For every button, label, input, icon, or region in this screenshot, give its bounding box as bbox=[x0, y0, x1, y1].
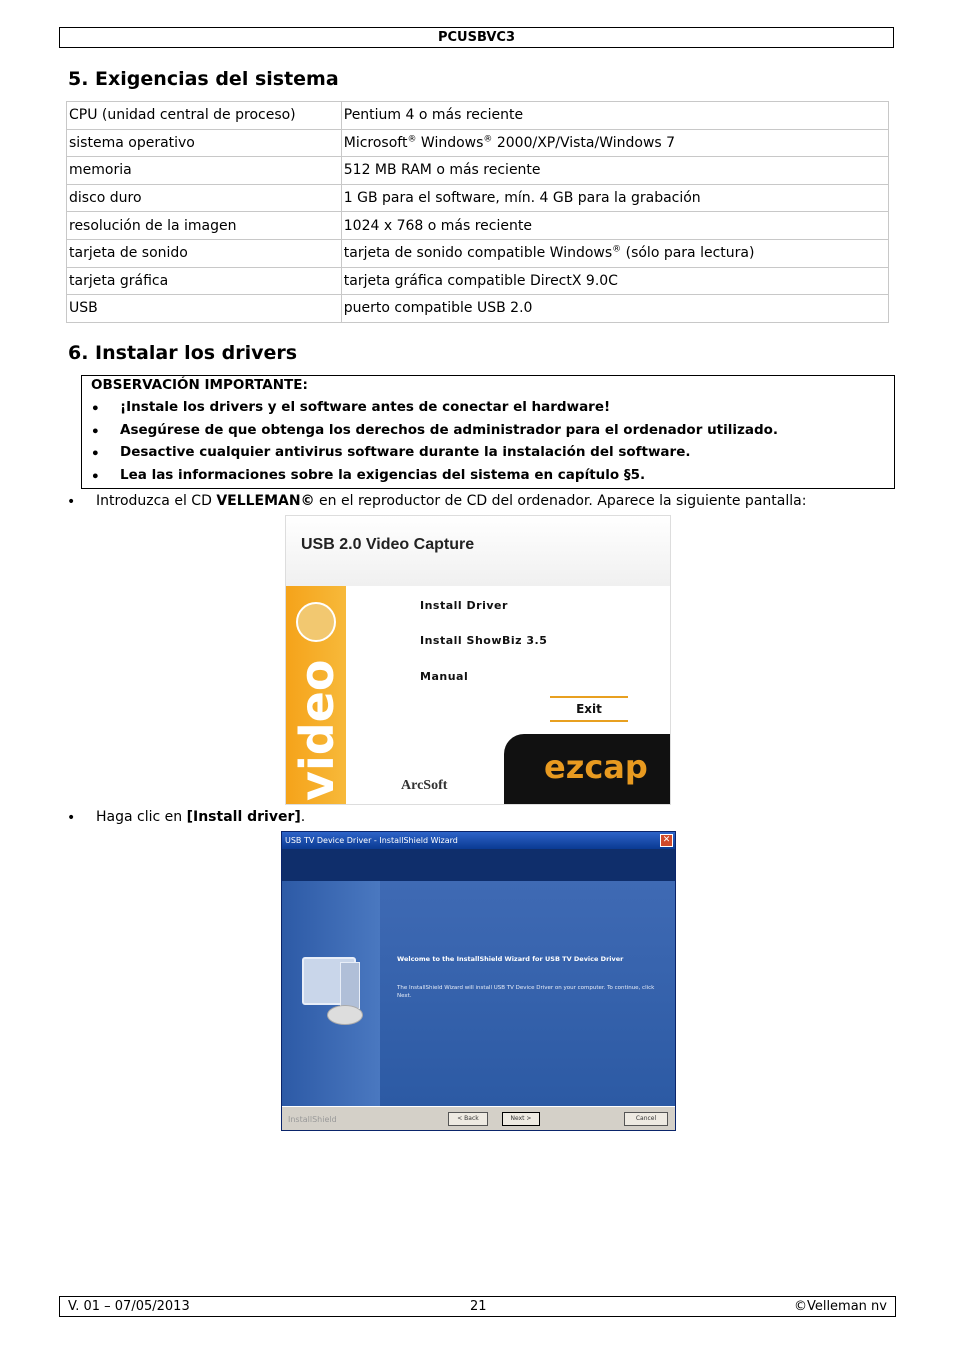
requirement-label: CPU (unidad central de proceso) bbox=[67, 102, 342, 130]
requirement-label: disco duro bbox=[67, 184, 342, 212]
window-title: USB TV Device Driver - InstallShield Wizard bbox=[285, 836, 458, 845]
instruction-insert-cd bbox=[96, 493, 806, 509]
note-bullet: • bbox=[91, 446, 100, 462]
document-header bbox=[59, 27, 894, 48]
menu-install-driver[interactable]: Install Driver bbox=[420, 599, 508, 612]
requirement-label: sistema operativo bbox=[67, 129, 342, 157]
instruction-text: en el reproductor de CD del ordenador. Aparece la siguiente pantalla: bbox=[314, 493, 807, 509]
note-item-4: Lea las informaciones sobre la exigencias del sistema en capítulo §5. bbox=[120, 467, 646, 483]
instruction-text: . bbox=[300, 809, 306, 825]
requirement-label: resolución de la imagen bbox=[67, 212, 342, 240]
requirement-value bbox=[341, 129, 888, 157]
requirements-row bbox=[67, 102, 889, 130]
brand-text: VELLEMAN© bbox=[216, 493, 315, 509]
welcome-text: Welcome to the InstallShield Wizard for USB TV Device Driver bbox=[397, 955, 624, 963]
bullet: • bbox=[67, 810, 76, 826]
section-5-title: 5. Exigencias del sistema bbox=[68, 68, 339, 90]
requirement-value-part: Windows bbox=[416, 134, 484, 151]
note-item-2: Asegúrese de que obtenga los derechos de administrador para el ordenador utilizado. bbox=[120, 422, 779, 438]
requirements-table bbox=[66, 101, 889, 323]
requirement-value: tarjeta gráfica compatible DirectX 9.0C bbox=[341, 267, 888, 295]
requirement-value-part: 2000/XP/Vista/Windows 7 bbox=[492, 134, 676, 151]
install-driver-reference: [Install driver] bbox=[186, 809, 301, 825]
requirements-row bbox=[67, 157, 889, 185]
registered-mark: ® bbox=[407, 134, 417, 145]
bullet: • bbox=[67, 494, 76, 510]
ezcap-logo: ezcap bbox=[544, 748, 648, 786]
cd-icon bbox=[327, 1005, 363, 1025]
arcsoft-logo: ArcSoft bbox=[401, 778, 448, 793]
requirement-value: 1 GB para el software, mín. 4 GB para la grabación bbox=[341, 184, 888, 212]
registered-mark: ® bbox=[483, 134, 493, 145]
disc-icon bbox=[296, 602, 336, 642]
installshield-screenshot bbox=[281, 831, 676, 1131]
requirements-row bbox=[67, 267, 889, 295]
note-title: OBSERVACIÓN IMPORTANTE: bbox=[91, 377, 308, 393]
requirement-label: tarjeta gráfica bbox=[67, 267, 342, 295]
window-titlebar bbox=[282, 832, 675, 849]
requirement-label: USB bbox=[67, 295, 342, 323]
footer-copyright: ©Velleman nv bbox=[793, 1299, 887, 1314]
instruction-text: Introduzca el CD bbox=[96, 493, 217, 509]
back-button[interactable]: < Back bbox=[448, 1112, 488, 1126]
installshield-brand: InstallShield bbox=[288, 1115, 337, 1124]
requirement-label: memoria bbox=[67, 157, 342, 185]
document-footer bbox=[59, 1296, 896, 1317]
section-6-title: 6. Instalar los drivers bbox=[68, 342, 298, 364]
ezcap-logo-box bbox=[504, 734, 671, 805]
requirements-row bbox=[67, 239, 889, 267]
footer-page-number: 21 bbox=[470, 1299, 487, 1314]
exit-button[interactable]: Exit bbox=[550, 696, 628, 722]
side-word: video bbox=[290, 659, 344, 801]
note-bullet: • bbox=[91, 424, 100, 440]
important-note-box bbox=[81, 375, 895, 489]
header-band bbox=[282, 849, 675, 881]
cancel-button[interactable]: Cancel bbox=[624, 1112, 668, 1126]
requirements-row bbox=[67, 212, 889, 240]
instruction-click-install bbox=[96, 809, 305, 825]
note-item-1: ¡Instale los drivers y el software antes de conectar el hardware! bbox=[120, 399, 611, 415]
instruction-text: Haga clic en bbox=[96, 809, 187, 825]
requirement-value: 512 MB RAM o más reciente bbox=[341, 157, 888, 185]
close-icon[interactable]: ✕ bbox=[660, 834, 673, 847]
requirement-value bbox=[341, 239, 888, 267]
welcome-description: The InstallShield Wizard will install USB TV Device Driver on your computer. To continue, click Next. bbox=[397, 985, 655, 999]
requirements-row bbox=[67, 184, 889, 212]
autorun-screenshot bbox=[285, 515, 671, 805]
doc-code: PCUSBVC3 bbox=[437, 30, 516, 45]
requirement-value-part: (sólo para lectura) bbox=[621, 245, 755, 262]
requirements-row bbox=[67, 295, 889, 323]
next-button[interactable]: Next > bbox=[502, 1112, 540, 1126]
requirement-value-part: tarjeta de sonido compatible Windows bbox=[343, 245, 613, 262]
note-item-3: Desactive cualquier antivirus software durante la instalación del software. bbox=[120, 444, 691, 460]
menu-install-showbiz[interactable]: Install ShowBiz 3.5 bbox=[420, 634, 548, 647]
tower-icon bbox=[340, 962, 360, 1009]
requirement-value: puerto compatible USB 2.0 bbox=[341, 295, 888, 323]
requirement-value: Pentium 4 o más reciente bbox=[341, 102, 888, 130]
menu-manual[interactable]: Manual bbox=[420, 670, 469, 683]
requirement-value: 1024 x 768 o más reciente bbox=[341, 212, 888, 240]
note-bullet: • bbox=[91, 401, 100, 417]
requirement-value-part: Microsoft bbox=[343, 134, 408, 151]
footer-version: V. 01 – 07/05/2013 bbox=[68, 1299, 190, 1314]
note-bullet: • bbox=[91, 469, 100, 485]
registered-mark: ® bbox=[612, 244, 622, 255]
requirements-row bbox=[67, 129, 889, 157]
autorun-title: USB 2.0 Video Capture bbox=[301, 536, 475, 553]
requirement-label: tarjeta de sonido bbox=[67, 239, 342, 267]
wizard-button-bar bbox=[282, 1106, 675, 1131]
